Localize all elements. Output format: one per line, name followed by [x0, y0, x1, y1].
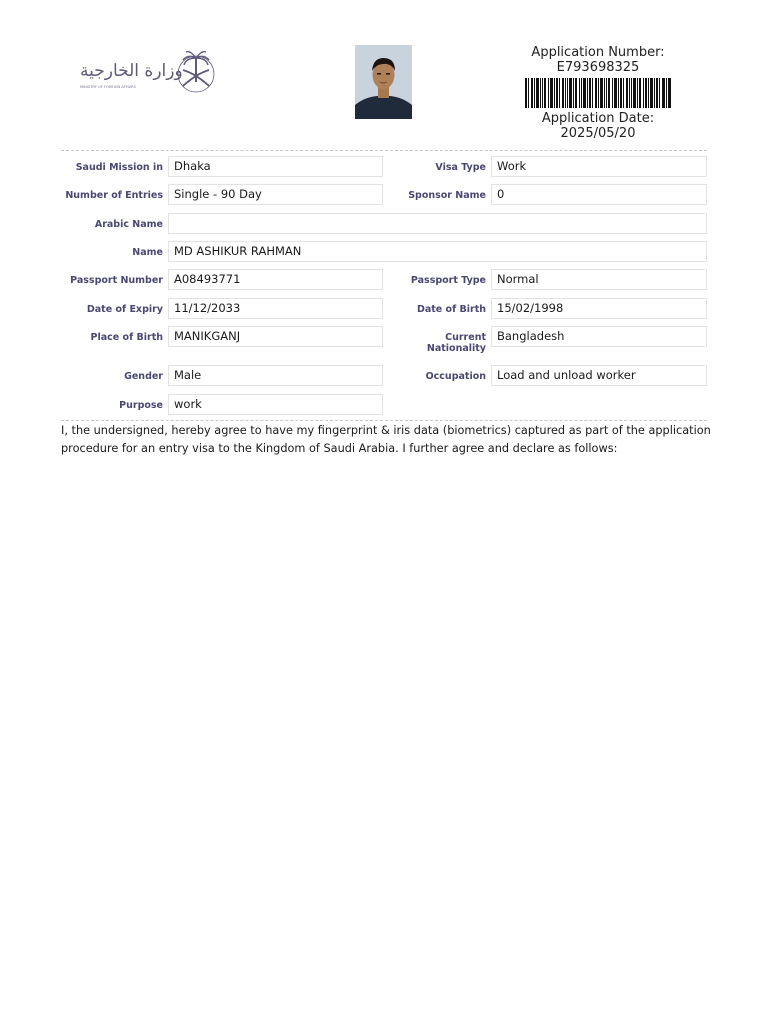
date-of-birth-field: 15/02/1998	[491, 298, 707, 319]
current-nationality-label	[390, 332, 486, 354]
number-of-entries-field: Single - 90 Day	[168, 184, 383, 205]
number-of-entries-label: Number of Entries	[65, 190, 163, 201]
svg-text:وزارة الخارجية: وزارة الخارجية	[80, 61, 183, 81]
saudi-mission-label: Saudi Mission in	[75, 162, 163, 173]
visa-type-label: Visa Type	[435, 162, 486, 173]
name-label: Name	[132, 247, 163, 258]
current-nationality-label-line2: Nationality	[426, 343, 486, 354]
biometrics-declaration: I, the undersigned, hereby agree to have my fingerprint & iris data (biometrics) captured as part of the application procedure for an entry visa to the Kingdom of Saudi Arabia. I further agree and declare as follows:	[61, 424, 711, 455]
saudi-mission-field: Dhaka	[168, 156, 383, 177]
name-field: MD ASHIKUR RAHMAN	[168, 241, 707, 262]
occupation-label: Occupation	[425, 371, 486, 382]
ministry-emblem-icon	[78, 46, 224, 98]
barcode-icon	[525, 78, 671, 108]
sponsor-name-label: Sponsor Name	[408, 190, 486, 201]
application-date-label: Application Date:	[541, 111, 655, 126]
passport-type-label: Passport Type	[410, 275, 486, 286]
application-info	[500, 45, 696, 141]
visa-type-field: Work	[491, 156, 707, 177]
application-date: 2025/05/20	[560, 126, 636, 141]
applicant-portrait-icon	[355, 45, 412, 119]
date-of-expiry-field: 11/12/2033	[168, 298, 383, 319]
gender-label: Gender	[124, 371, 163, 382]
date-of-birth-label: Date of Birth	[416, 304, 486, 315]
arabic-name-label: Arabic Name	[94, 219, 163, 230]
ministry-logo	[78, 46, 224, 98]
current-nationality-label-line1: Current	[445, 332, 486, 343]
top-divider	[61, 150, 707, 151]
sponsor-name-field: 0	[491, 184, 707, 205]
place-of-birth-label: Place of Birth	[90, 332, 163, 343]
passport-number-label: Passport Number	[70, 275, 163, 286]
passport-type-field: Normal	[491, 269, 707, 290]
svg-text:MINISTRY OF FOREIGN AFFAIRS: MINISTRY OF FOREIGN AFFAIRS	[80, 85, 136, 89]
date-of-expiry-label: Date of Expiry	[86, 304, 163, 315]
arabic-name-field	[168, 213, 707, 234]
applicant-photo	[355, 45, 412, 119]
bottom-divider	[61, 420, 707, 421]
occupation-field: Load and unload worker	[491, 365, 707, 386]
purpose-label: Purpose	[119, 400, 163, 411]
gender-field: Male	[168, 365, 383, 386]
application-number-label: Application Number:	[531, 45, 665, 60]
purpose-field: work	[168, 394, 383, 415]
place-of-birth-field: MANIKGANJ	[168, 326, 383, 347]
current-nationality-field: Bangladesh	[491, 326, 707, 347]
passport-number-field: A08493771	[168, 269, 383, 290]
application-number: E793698325	[556, 60, 640, 75]
